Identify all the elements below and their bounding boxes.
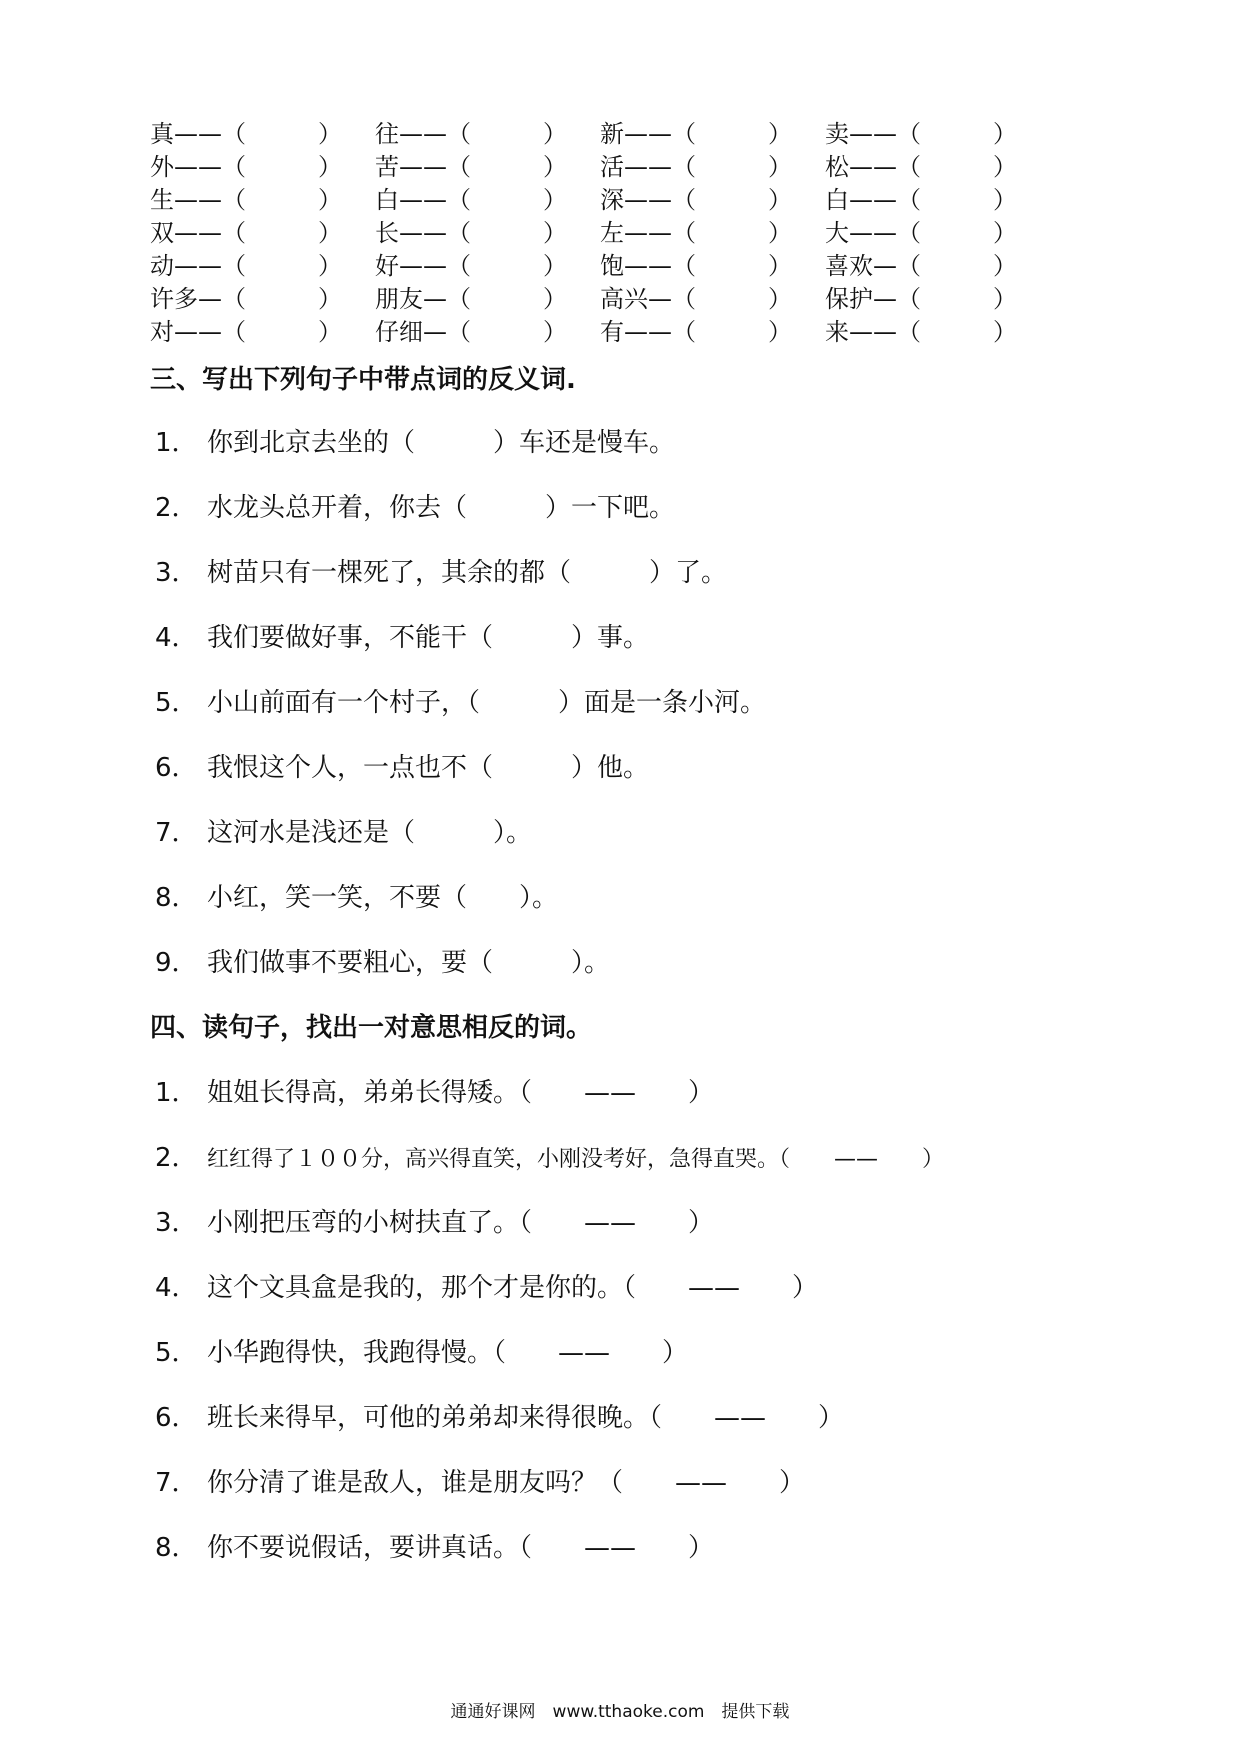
grid-cell: 朋友—（ ） xyxy=(375,285,567,313)
question-number: 3． xyxy=(155,558,198,588)
question-item xyxy=(155,815,532,851)
question-number: 2． xyxy=(155,493,198,523)
grid-cell: 有——（ ） xyxy=(600,318,792,346)
grid-cell: 许多—（ ） xyxy=(150,285,342,313)
question-number: 1． xyxy=(155,1078,198,1108)
grid-cell: 对——（ ） xyxy=(150,318,342,346)
grid-cell: 新——（ ） xyxy=(600,120,792,148)
question-text: 这个文具盒是我的，那个才是你的。（ —— ） xyxy=(207,1273,819,1303)
grid-cell: 外——（ ） xyxy=(150,153,342,181)
question-number: 8． xyxy=(155,883,198,913)
grid-row xyxy=(150,118,1050,151)
grid-cell: 苦——（ ） xyxy=(375,153,567,181)
grid-row xyxy=(150,250,1050,283)
question-number: 1． xyxy=(155,428,198,458)
question-text: 水龙头总开着，你去（ ）一下吧。 xyxy=(207,493,676,523)
grid-cell: 双——（ ） xyxy=(150,219,342,247)
question-item xyxy=(155,490,675,526)
question-text: 你不要说假话，要讲真话。（ —— ） xyxy=(207,1533,715,1563)
question-number: 7． xyxy=(155,818,198,848)
grid-cell: 保护—（ ） xyxy=(825,285,1017,313)
question-item xyxy=(155,1075,714,1111)
grid-cell: 白——（ ） xyxy=(825,186,1017,214)
grid-row xyxy=(150,217,1050,250)
question-item xyxy=(155,685,766,721)
question-text: 小华跑得快，我跑得慢。（ —— ） xyxy=(207,1338,689,1368)
question-text: 班长来得早，可他的弟弟却来得很晚。（ —— ） xyxy=(207,1403,845,1433)
section-4-title: 四、读句子，找出一对意思相反的词。 xyxy=(150,1013,593,1043)
question-number: 5． xyxy=(155,1338,198,1368)
question-item xyxy=(155,750,649,786)
grid-cell: 活——（ ） xyxy=(600,153,792,181)
grid-cell: 仔细—（ ） xyxy=(375,318,567,346)
question-item xyxy=(155,1335,688,1371)
grid-cell: 往——（ ） xyxy=(375,120,567,148)
antonym-grid xyxy=(150,118,1050,349)
grid-cell: 卖——（ ） xyxy=(825,120,1017,148)
question-text: 小红，笑一笑，不要（ ）。 xyxy=(207,883,559,913)
question-text: 小山前面有一个村子，（ ）面是一条小河。 xyxy=(207,688,767,718)
grid-cell: 好——（ ） xyxy=(375,252,567,280)
question-text: 我们做事不要粗心，要（ ）。 xyxy=(207,948,611,978)
question-number: 2． xyxy=(155,1143,198,1173)
question-item xyxy=(155,1400,844,1436)
grid-cell: 长——（ ） xyxy=(375,219,567,247)
question-text: 你到北京去坐的（ ）车还是慢车。 xyxy=(207,428,676,458)
question-text: 我们要做好事，不能干（ ）事。 xyxy=(207,623,650,653)
question-number: 6． xyxy=(155,753,198,783)
grid-row xyxy=(150,283,1050,316)
question-text: 姐姐长得高，弟弟长得矮。（ —— ） xyxy=(207,1078,715,1108)
question-text: 小刚把压弯的小树扶直了。（ —— ） xyxy=(207,1208,715,1238)
question-number: 4． xyxy=(155,1273,198,1303)
grid-cell: 喜欢—（ ） xyxy=(825,252,1017,280)
footer-download-notice: 通通好课网 www.tthaoke.com 提供下载 xyxy=(450,1702,790,1722)
question-item xyxy=(155,620,649,656)
question-number: 8． xyxy=(155,1533,198,1563)
question-item xyxy=(155,1270,818,1306)
question-item xyxy=(155,945,610,981)
grid-cell: 饱——（ ） xyxy=(600,252,792,280)
grid-cell: 松——（ ） xyxy=(825,153,1017,181)
grid-cell: 左——（ ） xyxy=(600,219,792,247)
grid-cell: 大——（ ） xyxy=(825,219,1017,247)
section-3-title: 三、写出下列句子中带点词的反义词. xyxy=(150,365,576,395)
grid-cell: 动——（ ） xyxy=(150,252,342,280)
question-text: 你分清了谁是敌人，谁是朋友吗？（ —— ） xyxy=(207,1468,806,1498)
question-text: 这河水是浅还是（ ）。 xyxy=(207,818,533,848)
question-number: 6． xyxy=(155,1403,198,1433)
question-item xyxy=(155,1140,944,1178)
grid-cell: 高兴—（ ） xyxy=(600,285,792,313)
grid-cell: 深——（ ） xyxy=(600,186,792,214)
grid-cell: 白——（ ） xyxy=(375,186,567,214)
question-text: 树苗只有一棵死了，其余的都（ ）了。 xyxy=(207,558,728,588)
grid-cell: 真——（ ） xyxy=(150,120,342,148)
question-text: 红红得了１００分，高兴得直笑，小刚没考好，急得直哭。（ —— ） xyxy=(207,1147,945,1172)
question-number: 4． xyxy=(155,623,198,653)
grid-row xyxy=(150,316,1050,349)
question-number: 3． xyxy=(155,1208,198,1238)
grid-cell: 来——（ ） xyxy=(825,318,1017,346)
question-item xyxy=(155,880,558,916)
grid-row xyxy=(150,184,1050,217)
question-item xyxy=(155,1205,714,1241)
grid-row xyxy=(150,151,1050,184)
question-item xyxy=(155,1465,805,1501)
question-item xyxy=(155,425,675,461)
question-number: 7． xyxy=(155,1468,198,1498)
question-text: 我恨这个人，一点也不（ ）他。 xyxy=(207,753,650,783)
question-number: 5． xyxy=(155,688,198,718)
question-number: 9． xyxy=(155,948,198,978)
question-item xyxy=(155,1530,714,1566)
grid-cell: 生——（ ） xyxy=(150,186,342,214)
question-item xyxy=(155,555,727,591)
